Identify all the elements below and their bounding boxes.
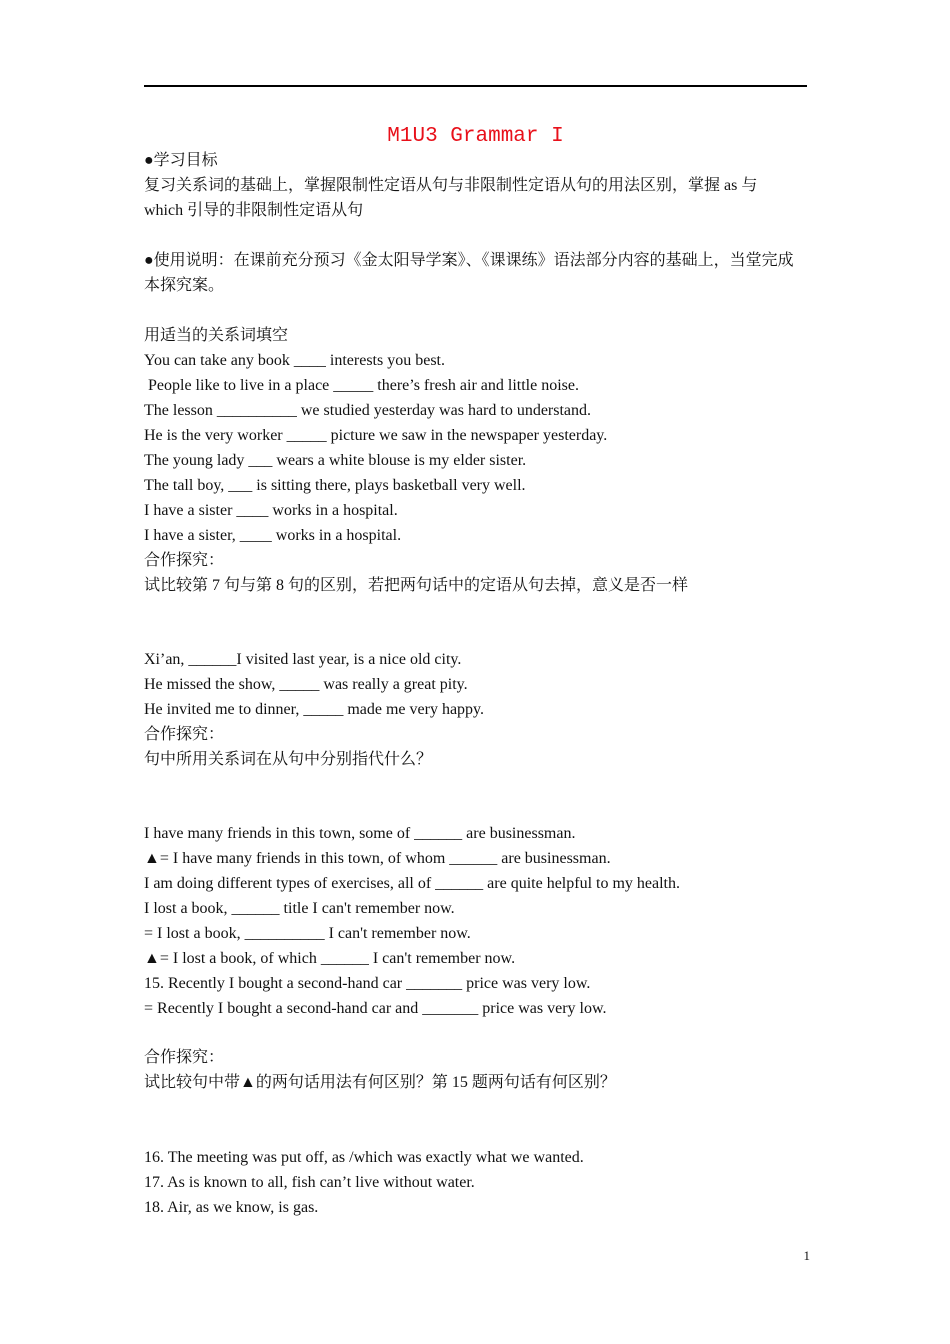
exercise-item: 17. As is known to all, fish can’t live without water. bbox=[144, 1174, 475, 1191]
header-rule bbox=[144, 85, 807, 87]
exercise-item: 16. The meeting was put off, as /which was exactly what we wanted. bbox=[144, 1149, 584, 1166]
exercise-item: 15. Recently I bought a second-hand car _______ price was very low. bbox=[144, 975, 591, 992]
exercise-item: = Recently I bought a second-hand car and _______ price was very low. bbox=[144, 1000, 607, 1017]
exercise-item: I have a sister, ____ works in a hospital. bbox=[144, 527, 402, 544]
exercise-item: People like to live in a place _____ there’s fresh air and little noise. bbox=[144, 377, 579, 394]
exercise-item: The lesson __________ we studied yesterday was hard to understand. bbox=[144, 402, 592, 419]
exercise-item: He invited me to dinner, _____ made me very happy. bbox=[144, 701, 485, 718]
goals-text-line-2: which 引导的非限制性定语从句 bbox=[144, 202, 364, 219]
coop-label: 合作探究： bbox=[144, 1049, 225, 1066]
coop-question: 试比较句中带▲的两句话用法有何区别？第 15 题两句话有何区别？ bbox=[144, 1074, 616, 1091]
coop-label: 合作探究： bbox=[144, 726, 225, 743]
coop-question: 句中所用关系词在从句中分别指代什么？ bbox=[144, 751, 433, 768]
exercise-item: 18. Air, as we know, is gas. bbox=[144, 1199, 319, 1216]
exercise-item: ▲= I lost a book, of which ______ I can't remember now. bbox=[144, 950, 516, 967]
exercise-item: I am doing different types of exercises, all of ______ are quite helpful to my health. bbox=[144, 875, 680, 892]
exercise-item: I have many friends in this town, some of ______ are businessman. bbox=[144, 825, 576, 842]
exercise-item: = I lost a book, __________ I can't remember now. bbox=[144, 925, 471, 942]
goals-text-line-1: 复习关系词的基础上，掌握限制性定语从句与非限制性定语从句的用法区别，掌握 as 与 bbox=[144, 177, 758, 194]
exercise-item: You can take any book ____ interests you best. bbox=[144, 352, 445, 369]
exercise-item: He missed the show, _____ was really a great pity. bbox=[144, 676, 468, 693]
exercise-item: Xi’an, ______I visited last year, is a nice old city. bbox=[144, 651, 462, 668]
goals-heading: ●学习目标 bbox=[144, 152, 218, 169]
usage-text-line-1: ●使用说明：在课前充分预习《金太阳导学案》、《课课练》语法部分内容的基础上，当堂完成 bbox=[144, 252, 794, 269]
exercise-item: I lost a book, ______ title I can't remember now. bbox=[144, 900, 455, 917]
usage-text-line-2: 本探究案。 bbox=[144, 277, 225, 294]
exercise-item: I have a sister ____ works in a hospital. bbox=[144, 502, 398, 519]
coop-question: 试比较第 7 句与第 8 句的区别，若把两句话中的定语从句去掉，意义是否一样 bbox=[144, 577, 689, 594]
page-title: M1U3 Grammar I bbox=[387, 125, 564, 148]
section1-instruction: 用适当的关系词填空 bbox=[144, 327, 289, 344]
exercise-item: He is the very worker _____ picture we saw in the newspaper yesterday. bbox=[144, 427, 608, 444]
exercise-item: The young lady ___ wears a white blouse is my elder sister. bbox=[144, 452, 527, 469]
coop-label: 合作探究： bbox=[144, 552, 225, 569]
page-number: 1 bbox=[803, 1248, 810, 1263]
exercise-item: The tall boy, ___ is sitting there, plays basketball very well. bbox=[144, 477, 526, 494]
exercise-item: ▲= I have many friends in this town, of whom ______ are businessman. bbox=[144, 850, 611, 867]
